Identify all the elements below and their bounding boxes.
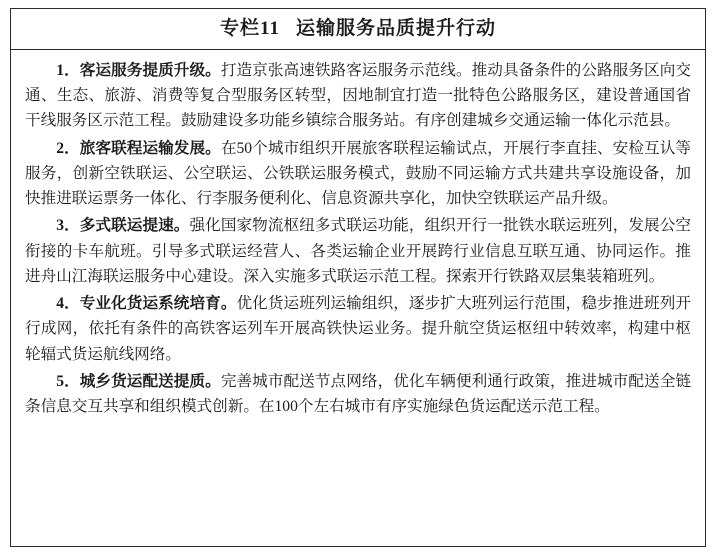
paragraph-index: 5． [56, 372, 80, 390]
box-title-number: 专栏11 [220, 18, 280, 39]
paragraph-text: 强化国家物流枢纽多式联运功能，组织开行一批铁水联运班列，发展公空衔接的卡车航班。引导多式联运经营人、各类运输企业开展跨行业信息互联互通、协同运作。推进舟山江海联运服务中心建设。深入实施多式联运示范工程。探索开行铁路双层集装箱班列。 [25, 217, 691, 285]
paragraph-text: 打造京张高速铁路客运服务示范线。推动具备条件的公路服务区向交通、生态、旅游、消费等复合型服务区转型，因地制宜打造一批特色公路服务区，建设普通国省干线服务区示范工程。鼓励建设多功能乡镇综合服务站。有序创建城乡交通运输一体化示范县。 [25, 61, 691, 130]
paragraph-index: 4． [56, 295, 80, 313]
paragraph-lead: 专业化货运系统培育。 [79, 295, 237, 313]
paragraph-lead: 多式联运提速。 [79, 217, 190, 235]
paragraph-lead: 城乡货运配送提质。 [79, 372, 221, 390]
box-title [11, 9, 705, 50]
paragraph-text: 完善城市配送节点网络，优化车辆便利通行政策，推进城市配送全链条信息交互共享和组织模式创新。在100个左右城市有序实施绿色货运配送示范工程。 [25, 372, 691, 416]
box-title-text: 运输服务品质提升行动 [295, 18, 496, 39]
paragraph-index: 1． [56, 61, 80, 79]
paragraph-text: 在50个城市组织开展旅客联程运输试点，开展行李直挂、安检互认等服务，创新空铁联运、公空联运、公铁联运服务模式，鼓励不同运输方式共建共享设施设备，加快推进联运票务一体化、行李服务便利化、信息资源共享化，加快空铁联运产品升级。 [25, 139, 691, 208]
paragraph-item [25, 291, 691, 367]
paragraph-index: 3． [56, 217, 80, 235]
paragraph-lead: 客运服务提质升级。 [79, 61, 221, 79]
paragraph-text: 优化货运班列运输组织，逐步扩大班列运行范围，稳步推进班列开行成网，依托有条件的高铁客运列车开展高铁快运业务。提升航空货运枢纽中转效率，构建中枢轮辐式货运航线网络。 [25, 295, 691, 363]
box-body [11, 50, 705, 546]
paragraph-lead: 旅客联程运输发展。 [79, 139, 221, 157]
paragraph-item [25, 369, 691, 420]
paragraph-item [25, 136, 691, 212]
column-box [10, 8, 706, 547]
paragraph-item [25, 58, 691, 134]
paragraph-index: 2． [56, 139, 80, 157]
paragraph-item [25, 213, 691, 289]
